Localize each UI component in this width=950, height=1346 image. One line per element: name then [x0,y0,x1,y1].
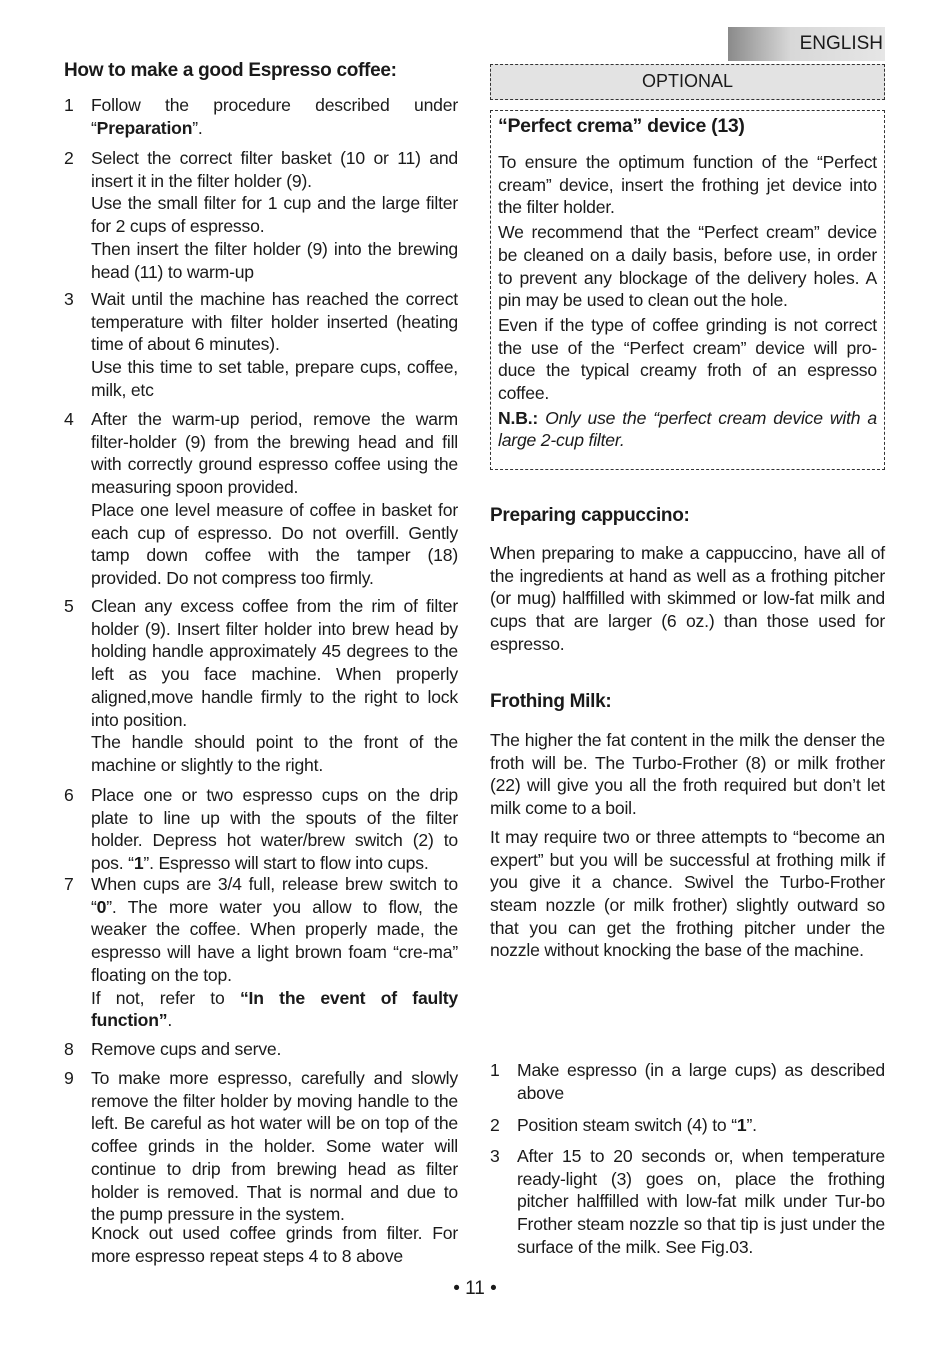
list-item [490,1145,885,1259]
paragraph [498,407,877,452]
text-run: Then insert the filter holder (9) into the brewing head (11) to warm-up [91,238,458,282]
paragraph [91,784,458,875]
paragraph [91,1067,458,1226]
text-run: ”. The more water you allow to flow, the weaker the coffee. When properly made, the espresso will have a light brown foam “cre-ma” floating on the top. [91,896,458,985]
page-number: • 11 • [453,1278,497,1299]
crema-title: “Perfect crema” device (13) [498,115,745,137]
left-section-title: How to make a good Espresso coffee: [64,60,397,81]
text-run: If not, refer to [91,987,240,1008]
italic-text: Only use the “perfect cream device with a large 2-cup filter. [498,407,877,451]
paragraph [91,595,458,731]
text-run: Wait until the machine has reached the correct temperature with filter holder inserted (heating time of about 6 minutes). [91,289,458,355]
paragraph [91,1222,458,1267]
text-run: . [167,1010,173,1031]
paragraph [517,1145,885,1259]
list-item [64,94,458,139]
paragraph [517,1059,885,1104]
language-tab [728,27,885,61]
paragraph [91,94,458,139]
list-item [64,288,458,402]
text-run: Place one level measure of coffee in basket for each cup of espresso. Do not overfill. Gently tamp down coffee with the tamper (18) provided. Do not compress too firmly. [91,499,458,588]
text-run: Clean any excess coffee from the rim of filter holder (9). Insert filter holder into brew head by holding handle approximately 45 degrees to the left as you face machine. When properly aligned,move handle firmly to the right to lock into position. [91,596,458,730]
list-item [64,147,458,283]
text-run: It may require two or three attempts to “become an expert” but you will be successful at frothing milk if you give it a chance. Swivel the Turbo-Frother steam nozzle (or milk frother) slightly outward so that you can get the frothing pitcher under the nozzle without knocking the base of the machine. [490,826,885,961]
text-run: The handle should point to the front of the machine or slightly to the right. [91,732,458,775]
step-number: 1 [64,95,74,115]
text-run: Follow the procedure described under “ [91,95,458,138]
frothing-body [490,729,885,962]
paragraph [91,731,458,776]
list-item [64,873,458,1032]
paragraph [91,1038,458,1061]
text-run: Remove cups and serve. [91,1039,282,1059]
list-item [64,1038,458,1061]
optional-banner [490,64,885,100]
text-run: ”. Espresso will start to flow into cups. [143,853,429,874]
step-number: 9 [64,1068,74,1088]
list-item [490,1059,885,1104]
bold-text: N.B.: [498,407,546,428]
text-run: Place one or two espresso cups on the drip plate to line up with the spouts of the filter holder. Depress hot water/brew switch (2) to pos. “ [91,785,458,874]
step-number: 5 [64,596,74,616]
step-number: 2 [64,148,74,168]
step-number: 4 [64,409,74,429]
text-run: Make espresso (in a large cups) as described above [517,1060,885,1103]
cappuccino-title: Preparing cappuccino: [490,505,690,526]
text-run: Position steam switch (4) to “ [517,1115,737,1135]
text-run: Knock out used coffee grinds from filter. For more espresso repeat steps 4 to 8 above [91,1223,458,1266]
text-run: Even if the type of coffee grinding is not correct the use of the “Perfect cream” device will pro-duce the typical creamy froth of an espresso coffee. [498,314,877,404]
paragraph [91,238,458,283]
paragraph [91,288,458,356]
paragraph [490,729,885,820]
step-number: 7 [64,874,74,894]
text-run: After 15 to 20 seconds or, when temperature ready-light (3) goes on, place the frothing pitcher halffilled with low-fat milk under Tur-bo Frother steam nozzle so that tip is just under the surface of the milk. See Fig.03. [517,1146,885,1257]
list-item [490,1114,885,1137]
paragraph [91,147,458,192]
list-item [64,784,458,875]
text-run: After the warm-up period, remove the warm filter-holder (9) from the brewing head and fill with correctly ground espresso coffee using the measuring spoon provided. [91,409,458,498]
language-label: ENGLISH [799,33,883,54]
optional-label: OPTIONAL [641,71,734,91]
paragraph [490,542,885,656]
text-run: We recommend that the “Perfect cream” device be cleaned on a daily basis, before use, in order to prevent any blockage of the delivery holes. A pin may be used to clean out the hole. [498,222,877,311]
list-item [64,408,458,590]
bold-text: 1 [736,1115,747,1135]
paragraph [91,408,458,499]
bold-text: “In the event of faulty function” [91,987,459,1031]
list-item [64,1222,458,1267]
step-number: 1 [490,1060,500,1080]
step-number: 3 [64,289,74,309]
frothing-title: Frothing Milk: [490,691,612,712]
text-run: To make more espresso, carefully and slowly remove the filter holder by moving handle to the left. Be careful as hot water will be on top of the coffee grinds in the holder. Some water will continue to drip from brewing head as filter holder is removed. That is normal and due to the pump pressure in the system. [91,1068,458,1225]
paragraph [490,826,885,962]
bold-text: Preparation [96,117,193,138]
paragraph [498,314,877,405]
cappuccino-body [490,542,885,656]
crema-body [498,151,877,452]
paragraph [498,221,877,312]
step-number: 6 [64,785,74,805]
perfect-crema-box [490,110,885,470]
paragraph [517,1114,885,1137]
text-run: When cups are 3/4 full, release brew switch to “ [91,874,458,917]
paragraph [498,151,877,219]
paragraph [91,873,458,987]
list-item [64,595,458,777]
text-run: The higher the fat content in the milk the denser the froth will be. The Turbo-Frother (8) or milk frother (22) will give you all the froth required but don’t let milk come to a boil. [490,730,885,819]
list-item [64,1067,458,1226]
text-run: ”. [746,1115,757,1135]
paragraph [91,987,458,1032]
paragraph [91,356,458,401]
step-number: 3 [490,1146,500,1166]
text-run: Use this time to set table, prepare cups, coffee, milk, etc [91,357,458,400]
text-run: Use the small filter for 1 cup and the large filter for 2 cups of espresso. [91,193,458,237]
step-number: 8 [64,1039,74,1059]
paragraph [91,499,458,590]
text-run: ”. [192,117,203,138]
text-run: To ensure the optimum function of the “Perfect cream” device, insert the frothing jet device into the filter holder. [498,152,877,218]
text-run: Select the correct filter basket (10 or 11) and insert it in the filter holder (9). [91,148,458,191]
step-number: 2 [490,1115,500,1135]
paragraph [91,192,458,237]
text-run: When preparing to make a cappuccino, have all of the ingredients at hand as well as a frothing pitcher (or mug) halffilled with skimmed or low-fat milk and cups that are larger (6 oz.) than those used for espresso. [490,543,885,654]
bold-text: 1 [133,853,144,874]
bold-text: 0 [96,896,107,917]
